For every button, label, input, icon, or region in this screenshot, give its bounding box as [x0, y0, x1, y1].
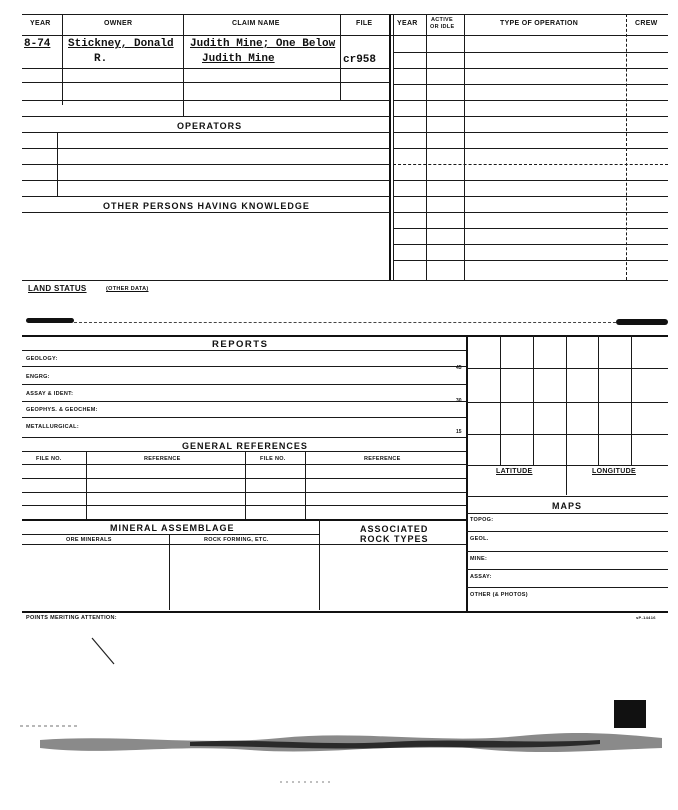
reports-engrg: ENGRG: [26, 374, 50, 380]
mineral-top-rule [22, 519, 466, 521]
mineral-assemblage-heading: MINERAL ASSEMBLAGE [110, 523, 235, 533]
rock-types-heading: ROCK TYPES [360, 534, 429, 544]
grid-col [566, 335, 567, 495]
maps-row [466, 569, 668, 570]
grid-col [598, 335, 599, 465]
mineral-col [169, 534, 170, 610]
grid-col [533, 335, 534, 465]
operation-row-line [393, 244, 668, 245]
owner-row-line [22, 82, 390, 83]
references-row [22, 464, 466, 465]
references-row [22, 478, 466, 479]
points-meriting-attention: POINTS MERITING ATTENTION: [26, 615, 117, 621]
other-persons-rule [22, 212, 390, 213]
reports-geology: GEOLOGY: [26, 356, 58, 362]
record-claim-line1: Judith Mine; One Below [190, 38, 336, 50]
reports-row [22, 384, 466, 385]
rock-forming-label: ROCK FORMING, ETC. [204, 537, 269, 543]
operation-row-line [393, 228, 668, 229]
maps-assay: ASSAY: [470, 574, 492, 580]
references-header-rule [22, 451, 466, 452]
reports-row [22, 366, 466, 367]
col-idle-label: OR IDLE [430, 24, 455, 30]
owner-row-line [22, 116, 390, 117]
grid-number-45: 45 [456, 365, 462, 371]
record-year: 8-74 [24, 38, 51, 50]
grid-col [500, 335, 501, 465]
maps-topog: TOPOG: [470, 517, 494, 523]
operation-row-line [393, 260, 668, 261]
operation-row-line [393, 164, 668, 165]
ink-smear [616, 319, 668, 325]
ink-smear [26, 318, 74, 323]
operation-row-line [393, 52, 668, 53]
references-row [22, 505, 466, 506]
scan-artifacts [0, 630, 678, 810]
operators-heading: OPERATORS [177, 121, 243, 131]
header-top-rule [22, 14, 668, 15]
land-status-subheading: (OTHER DATA) [106, 286, 149, 292]
maps-row [466, 551, 668, 552]
type-col-sep [464, 14, 465, 280]
associated-heading: ASSOCIATED [360, 524, 429, 534]
land-status-heading: LAND STATUS [28, 284, 87, 293]
mineral-col [319, 519, 320, 610]
operation-row-line [393, 196, 668, 197]
grid-number-30: 30 [456, 398, 462, 404]
maps-heading: MAPS [552, 501, 583, 511]
grid-col [631, 335, 632, 465]
col-crew-label: CREW [635, 20, 658, 27]
reports-metallurgical: METALLURGICAL: [26, 424, 79, 430]
operation-row-line [393, 68, 668, 69]
grid-row [466, 402, 668, 403]
maps-other: OTHER (& PHOTOS) [470, 592, 528, 598]
ore-minerals-label: ORE MINERALS [66, 537, 112, 543]
record-file: cr958 [343, 54, 377, 66]
main-vertical-divider-inner [393, 14, 394, 280]
maps-top-rule [466, 496, 668, 497]
operation-row-line [393, 132, 668, 133]
operation-row-line [393, 180, 668, 181]
header-sep [340, 14, 341, 35]
operation-row-line [393, 212, 668, 213]
grid-row [466, 368, 668, 369]
owner-col-line [340, 35, 341, 100]
operation-row-line [393, 84, 668, 85]
operators-rule [22, 132, 390, 133]
owner-col-line [183, 35, 184, 116]
ref-reference-2: REFERENCE [364, 456, 401, 462]
col-claim-name-label: CLAIM NAME [232, 20, 280, 27]
mineral-header-rule [22, 534, 319, 535]
crew-col-sep [626, 14, 627, 280]
ref-file-no-1: FILE NO. [36, 456, 62, 462]
operation-row-line [393, 100, 668, 101]
owner-col-line [62, 35, 63, 105]
grid-row [466, 434, 668, 435]
col-owner-label: OWNER [104, 20, 133, 27]
latitude-label: LATITUDE [496, 468, 533, 475]
active-col-sep [426, 14, 427, 280]
record-owner-line2: R. [94, 53, 108, 65]
operators-row [22, 180, 390, 181]
ref-file-no-2: FILE NO. [260, 456, 286, 462]
col-year2-label: YEAR [397, 20, 418, 27]
record-claim-line2: Judith Mine [202, 53, 275, 65]
operators-row [22, 148, 390, 149]
main-vertical-divider [389, 14, 391, 280]
other-persons-heading: OTHER PERSONS HAVING KNOWLEDGE [103, 201, 310, 211]
reports-row [22, 417, 466, 418]
owner-row-line [22, 100, 390, 101]
reports-row [22, 401, 466, 402]
references-top-rule [22, 437, 466, 438]
maps-geol: GEOL. [470, 536, 489, 542]
header-sep [62, 14, 63, 35]
reports-row [22, 350, 466, 351]
reports-assay: ASSAY & IDENT: [26, 391, 74, 397]
maps-mine: MINE: [470, 556, 488, 562]
operators-row [22, 164, 390, 165]
operators-bottom-rule [22, 196, 390, 197]
top-block-bottom-rule [22, 280, 668, 281]
references-col [245, 451, 246, 519]
reports-heading: REPORTS [212, 339, 269, 350]
col-year-label: YEAR [30, 20, 51, 27]
references-col [86, 451, 87, 519]
pen-stroke [92, 638, 114, 664]
reports-geophys: GEOPHYS. & GEOCHEM: [26, 407, 98, 413]
ref-reference-1: REFERENCE [144, 456, 181, 462]
longitude-label: LONGITUDE [592, 468, 636, 475]
operation-row-line [393, 116, 668, 117]
references-row [22, 492, 466, 493]
general-references-heading: GENERAL REFERENCES [182, 441, 308, 451]
reports-top-rule [22, 335, 668, 337]
ink-blot [614, 700, 646, 728]
operators-col [57, 132, 58, 196]
grid-number-15: 15 [456, 429, 462, 435]
references-col [305, 451, 306, 519]
header-sep [183, 14, 184, 35]
maps-row [466, 531, 668, 532]
col-file-label: FILE [356, 20, 373, 27]
reports-bottom-rule [22, 611, 668, 613]
operation-row-line [393, 148, 668, 149]
owner-row-line [22, 68, 390, 69]
grid-row [466, 465, 668, 466]
section-separator [74, 322, 616, 323]
maps-row [466, 587, 668, 588]
record-owner-line1: Stickney, Donald [68, 38, 174, 50]
maps-header-rule [466, 513, 668, 514]
col-active-label: ACTIVE [431, 17, 453, 23]
form-number: sP-14416 [636, 615, 656, 620]
mineral-subheader-rule [22, 544, 466, 545]
col-type-operation-label: TYPE OF OPERATION [500, 20, 579, 27]
header-bottom-rule [22, 35, 668, 36]
